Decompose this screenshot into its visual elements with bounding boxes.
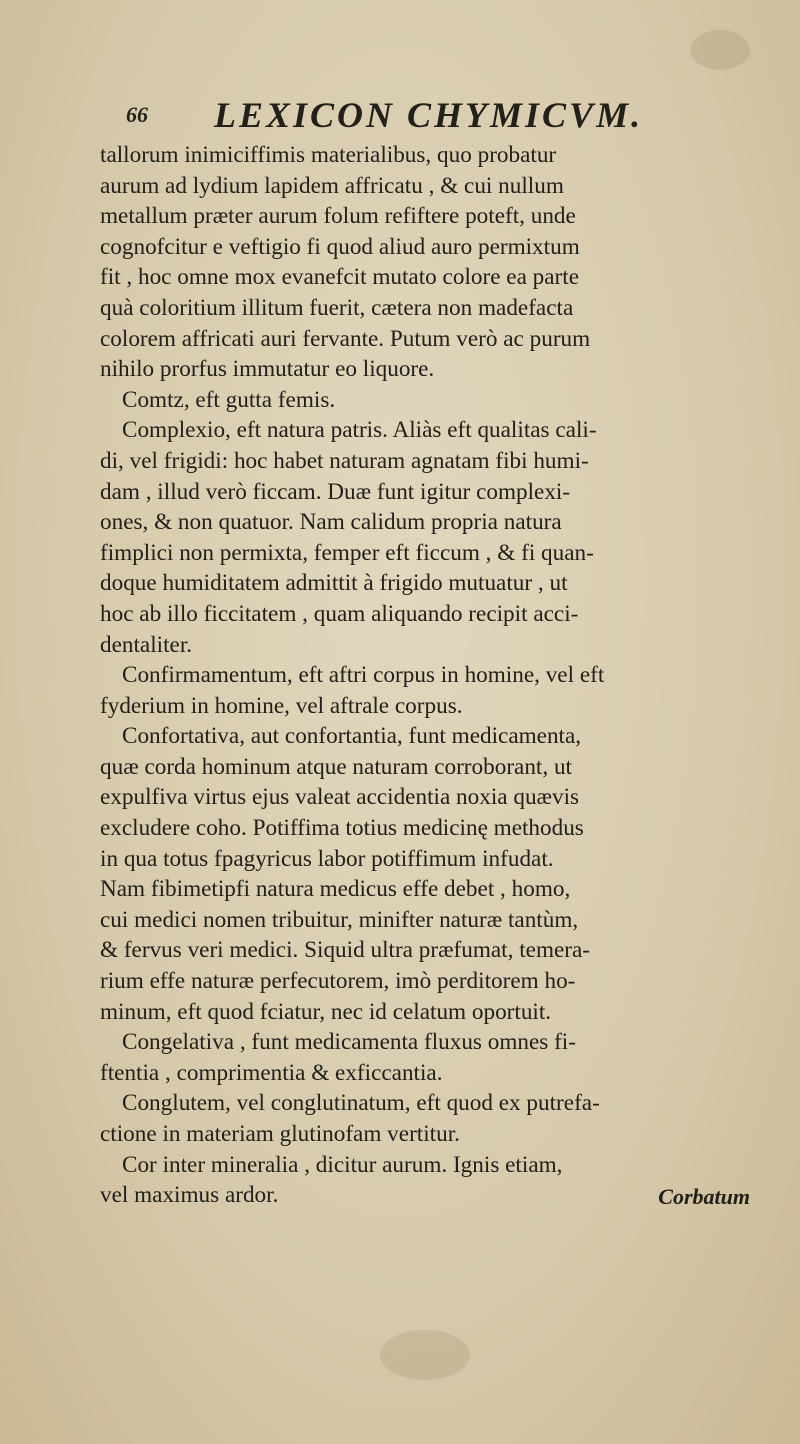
text-line: tallorum inimiciffimis materialibus, quo probatur [100, 142, 557, 168]
text-line: cognofcitur e veftigio fi quod aliud auro permixtum [100, 233, 580, 260]
text-line: fimplici non permixta, femper eft ficcum , & fi quan- [100, 539, 594, 566]
text-line: excludere coho. Potiffima totius medicinę methodus [100, 815, 584, 842]
body-text [100, 140, 750, 1211]
text-line: & fervus veri medici. Siquid ultra præfumat, temera- [100, 937, 591, 964]
text-line: hoc ab illo ficcitatem , quam aliquando recipit acci- [100, 600, 579, 627]
page-header [126, 94, 746, 140]
text-line: doque humiditatem admittit à frigido mutuatur , ut [100, 570, 568, 597]
last-line-text: vel maximus ardor. [100, 1182, 279, 1209]
text-line: fit , hoc omne mox evanefcit mutato colore ea parte [100, 264, 580, 291]
text-line: Confortativa, aut confortantia, funt medicamenta, [122, 723, 582, 750]
text-line: Nam fibimetipfi natura medicus effe debet , homo, [100, 876, 571, 903]
text-line: Complexio, eft natura patris. Aliàs eft qualitas cali- [122, 417, 597, 444]
text-line: cui medici nomen tribuitur, minifter naturæ tantùm, [100, 906, 579, 933]
text-line: ones, & non quatuor. Nam calidum propria natura [100, 509, 562, 536]
text-line: colorem affricati auri fervante. Putum verò ac purum [100, 325, 591, 352]
text-line: fyderium in homine, vel aftrale corpus. [100, 692, 463, 719]
page-number: 66 [126, 102, 148, 127]
text-line: minum, eft quod fciatur, nec id celatum oportuit. [100, 998, 552, 1025]
text-line: rium effe naturæ perfecutorem, imò perditorem ho- [100, 968, 576, 995]
text-line: dam , illud verò ficcam. Duæ funt igitur complexi- [100, 478, 571, 505]
text-line: Congelativa , funt medicamenta fluxus omnes fi- [122, 1029, 576, 1056]
text-line: Confirmamentum, eft aftri corpus in homine, vel eft [122, 662, 605, 689]
text-line-last [100, 1180, 750, 1211]
text-line: ctione in materiam glutinofam vertitur. [100, 1121, 460, 1147]
catchword: Corbatum [658, 1184, 750, 1210]
text-line: quæ corda hominum atque naturam corroborant, ut [100, 753, 572, 780]
text-line: Comtz, eft gutta femis. [122, 386, 336, 413]
text-line: metallum præter aurum folum refiftere poteft, unde [100, 203, 576, 230]
text-line: dentaliter. [100, 631, 193, 658]
text-line: Cor inter mineralia , dicitur aurum. Ignis etiam, [122, 1151, 563, 1178]
running-head: LEXICON CHYMICVM. [214, 95, 644, 135]
text-line: Conglutem, vel conglutinatum, eft quod ex putrefa- [122, 1090, 600, 1117]
text-line: di, vel frigidi: hoc habet naturam agnatam fibi humi- [100, 447, 589, 474]
text-line: aurum ad lydium lapidem affricatu , & cui nullum [100, 172, 564, 199]
text-line: quà coloritium illitum fuerit, cætera non madefacta [100, 294, 574, 321]
text-line: ftentia , comprimentia & exficcantia. [100, 1059, 443, 1086]
paper-stain [690, 30, 750, 70]
text-line: in qua totus fpagyricus labor potiffimum infudat. [100, 845, 554, 872]
paper-stain [380, 1330, 470, 1380]
text-line: expulfiva virtus ejus valeat accidentia noxia quævis [100, 784, 580, 811]
text-line: nihilo prorfus immutatur eo liquore. [100, 356, 435, 383]
